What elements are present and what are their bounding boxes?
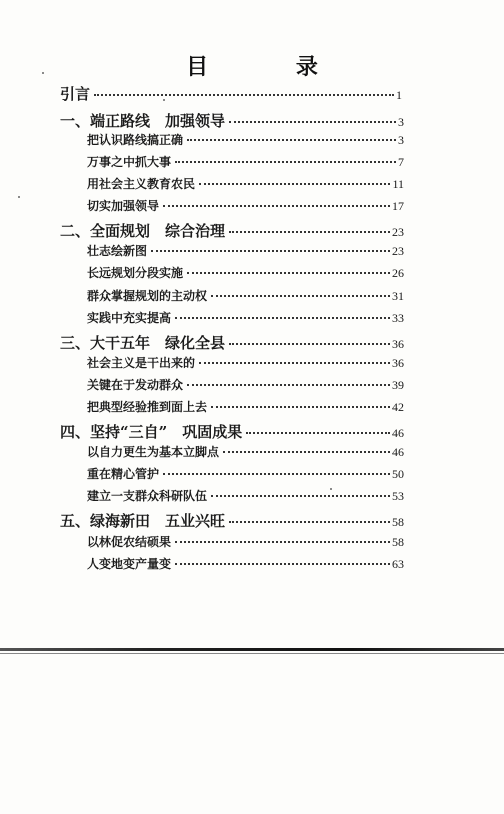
toc-section-entry [87,555,404,572]
toc-page-number: 23 [392,244,404,258]
page-title: 目 录 [186,54,358,80]
toc-entry-label: 引言 [60,85,91,103]
toc-entry-label: 群众掌握规划的主动权 [87,289,208,303]
print-speck [163,99,165,101]
toc-intro-entry [60,83,402,104]
toc-page-number: 42 [392,400,404,414]
toc-entry-label: 以林促农结硕果 [87,535,172,549]
toc-section-entry [87,443,404,460]
dot-leader [187,272,390,274]
dot-leader [211,406,390,408]
toc-entry-label: 把认识路线搞正确 [87,133,184,147]
toc-entry-label: 五、绿海新田 五业兴旺 [60,512,226,530]
dot-leader [229,121,396,123]
toc-section-entry [87,197,404,214]
toc-page-number: 50 [392,467,404,481]
toc-page-number: 36 [392,356,404,370]
dot-leader [246,432,390,434]
toc-section-entry [87,309,404,326]
toc-section-entry [87,242,404,259]
toc-page-number: 1 [396,88,402,102]
toc-page-number: 63 [392,557,404,571]
toc-section-entry [87,264,404,281]
toc-page-number: 58 [392,535,404,549]
toc-entry-label: 切实加强领导 [87,199,160,213]
toc-entry-label: 关键在于发动群众 [87,378,184,392]
horizontal-rule-thin [0,653,504,654]
toc-page-number: 3 [398,115,404,129]
toc-page-number: 3 [398,133,404,147]
toc-section-entry [87,533,404,550]
dot-leader [199,183,390,185]
toc-page-number: 46 [392,445,404,459]
toc-entry-label: 建立一支群众科研队伍 [87,489,208,503]
toc-entry-label: 二、全面规划 综合治理 [60,222,226,240]
dot-leader [187,384,390,386]
dot-leader [175,563,390,565]
toc-page-number: 26 [392,266,404,280]
dot-leader [175,161,396,163]
toc-entry-label: 实践中充实提高 [87,311,172,325]
toc-page-number: 33 [392,311,404,325]
toc-chapter-entry [60,332,404,353]
toc-page-number: 31 [392,289,404,303]
toc-page-number: 7 [398,155,404,169]
toc-page-number: 58 [392,515,404,529]
toc-section-entry [87,487,404,504]
toc-entry-label: 用社会主义教育农民 [87,177,196,191]
print-speck [18,196,20,198]
toc-section-entry [87,398,404,415]
toc-page-number: 17 [392,199,404,213]
toc-entry-label: 一、端正路线 加强领导 [60,112,226,130]
toc-section-entry [87,465,404,482]
toc-section-entry [87,131,404,148]
toc-page-number: 46 [392,426,404,440]
toc-page-number: 23 [392,225,404,239]
toc-entry-label: 人变地变产量变 [87,557,172,571]
toc-chapter-entry [60,510,404,531]
dot-leader [175,541,390,543]
toc-page-number: 11 [392,177,404,191]
dot-leader [211,495,390,497]
toc-section-entry [87,287,404,304]
toc-section-entry [87,153,404,170]
toc-section-entry [87,175,404,192]
toc-section-entry [87,354,404,371]
dot-leader [163,473,390,475]
toc-entry-label: 四、坚持“三自” 巩固成果 [60,423,243,441]
toc-chapter-entry [60,421,404,442]
toc-page-number: 39 [392,378,404,392]
dot-leader [229,343,390,345]
toc-entry-label: 以自力更生为基本立脚点 [87,445,220,459]
toc-entry-label: 万事之中抓大事 [87,155,172,169]
dot-leader [187,139,396,141]
print-speck [330,488,332,490]
dot-leader [94,94,394,96]
toc-entry-label: 重在精心管护 [87,467,160,481]
toc-entry-label: 壮志绘新图 [87,244,148,258]
dot-leader [199,362,390,364]
toc-chapter-entry [60,110,404,131]
horizontal-rule [0,648,504,651]
dot-leader [151,250,390,252]
dot-leader [175,317,390,319]
toc-page-number: 53 [392,489,404,503]
toc-entry-label: 把典型经验推到面上去 [87,400,208,414]
toc-entry-label: 长远规划分段实施 [87,266,184,280]
toc-section-entry [87,376,404,393]
toc-entry-label: 三、大干五年 绿化全县 [60,334,226,352]
toc-page-number: 36 [392,337,404,351]
dot-leader [163,205,390,207]
dot-leader [229,521,390,523]
dot-leader [223,451,390,453]
dot-leader [229,231,390,233]
toc-chapter-entry [60,220,404,241]
print-speck [42,72,44,74]
dot-leader [211,295,390,297]
toc-entry-label: 社会主义是干出来的 [87,356,196,370]
